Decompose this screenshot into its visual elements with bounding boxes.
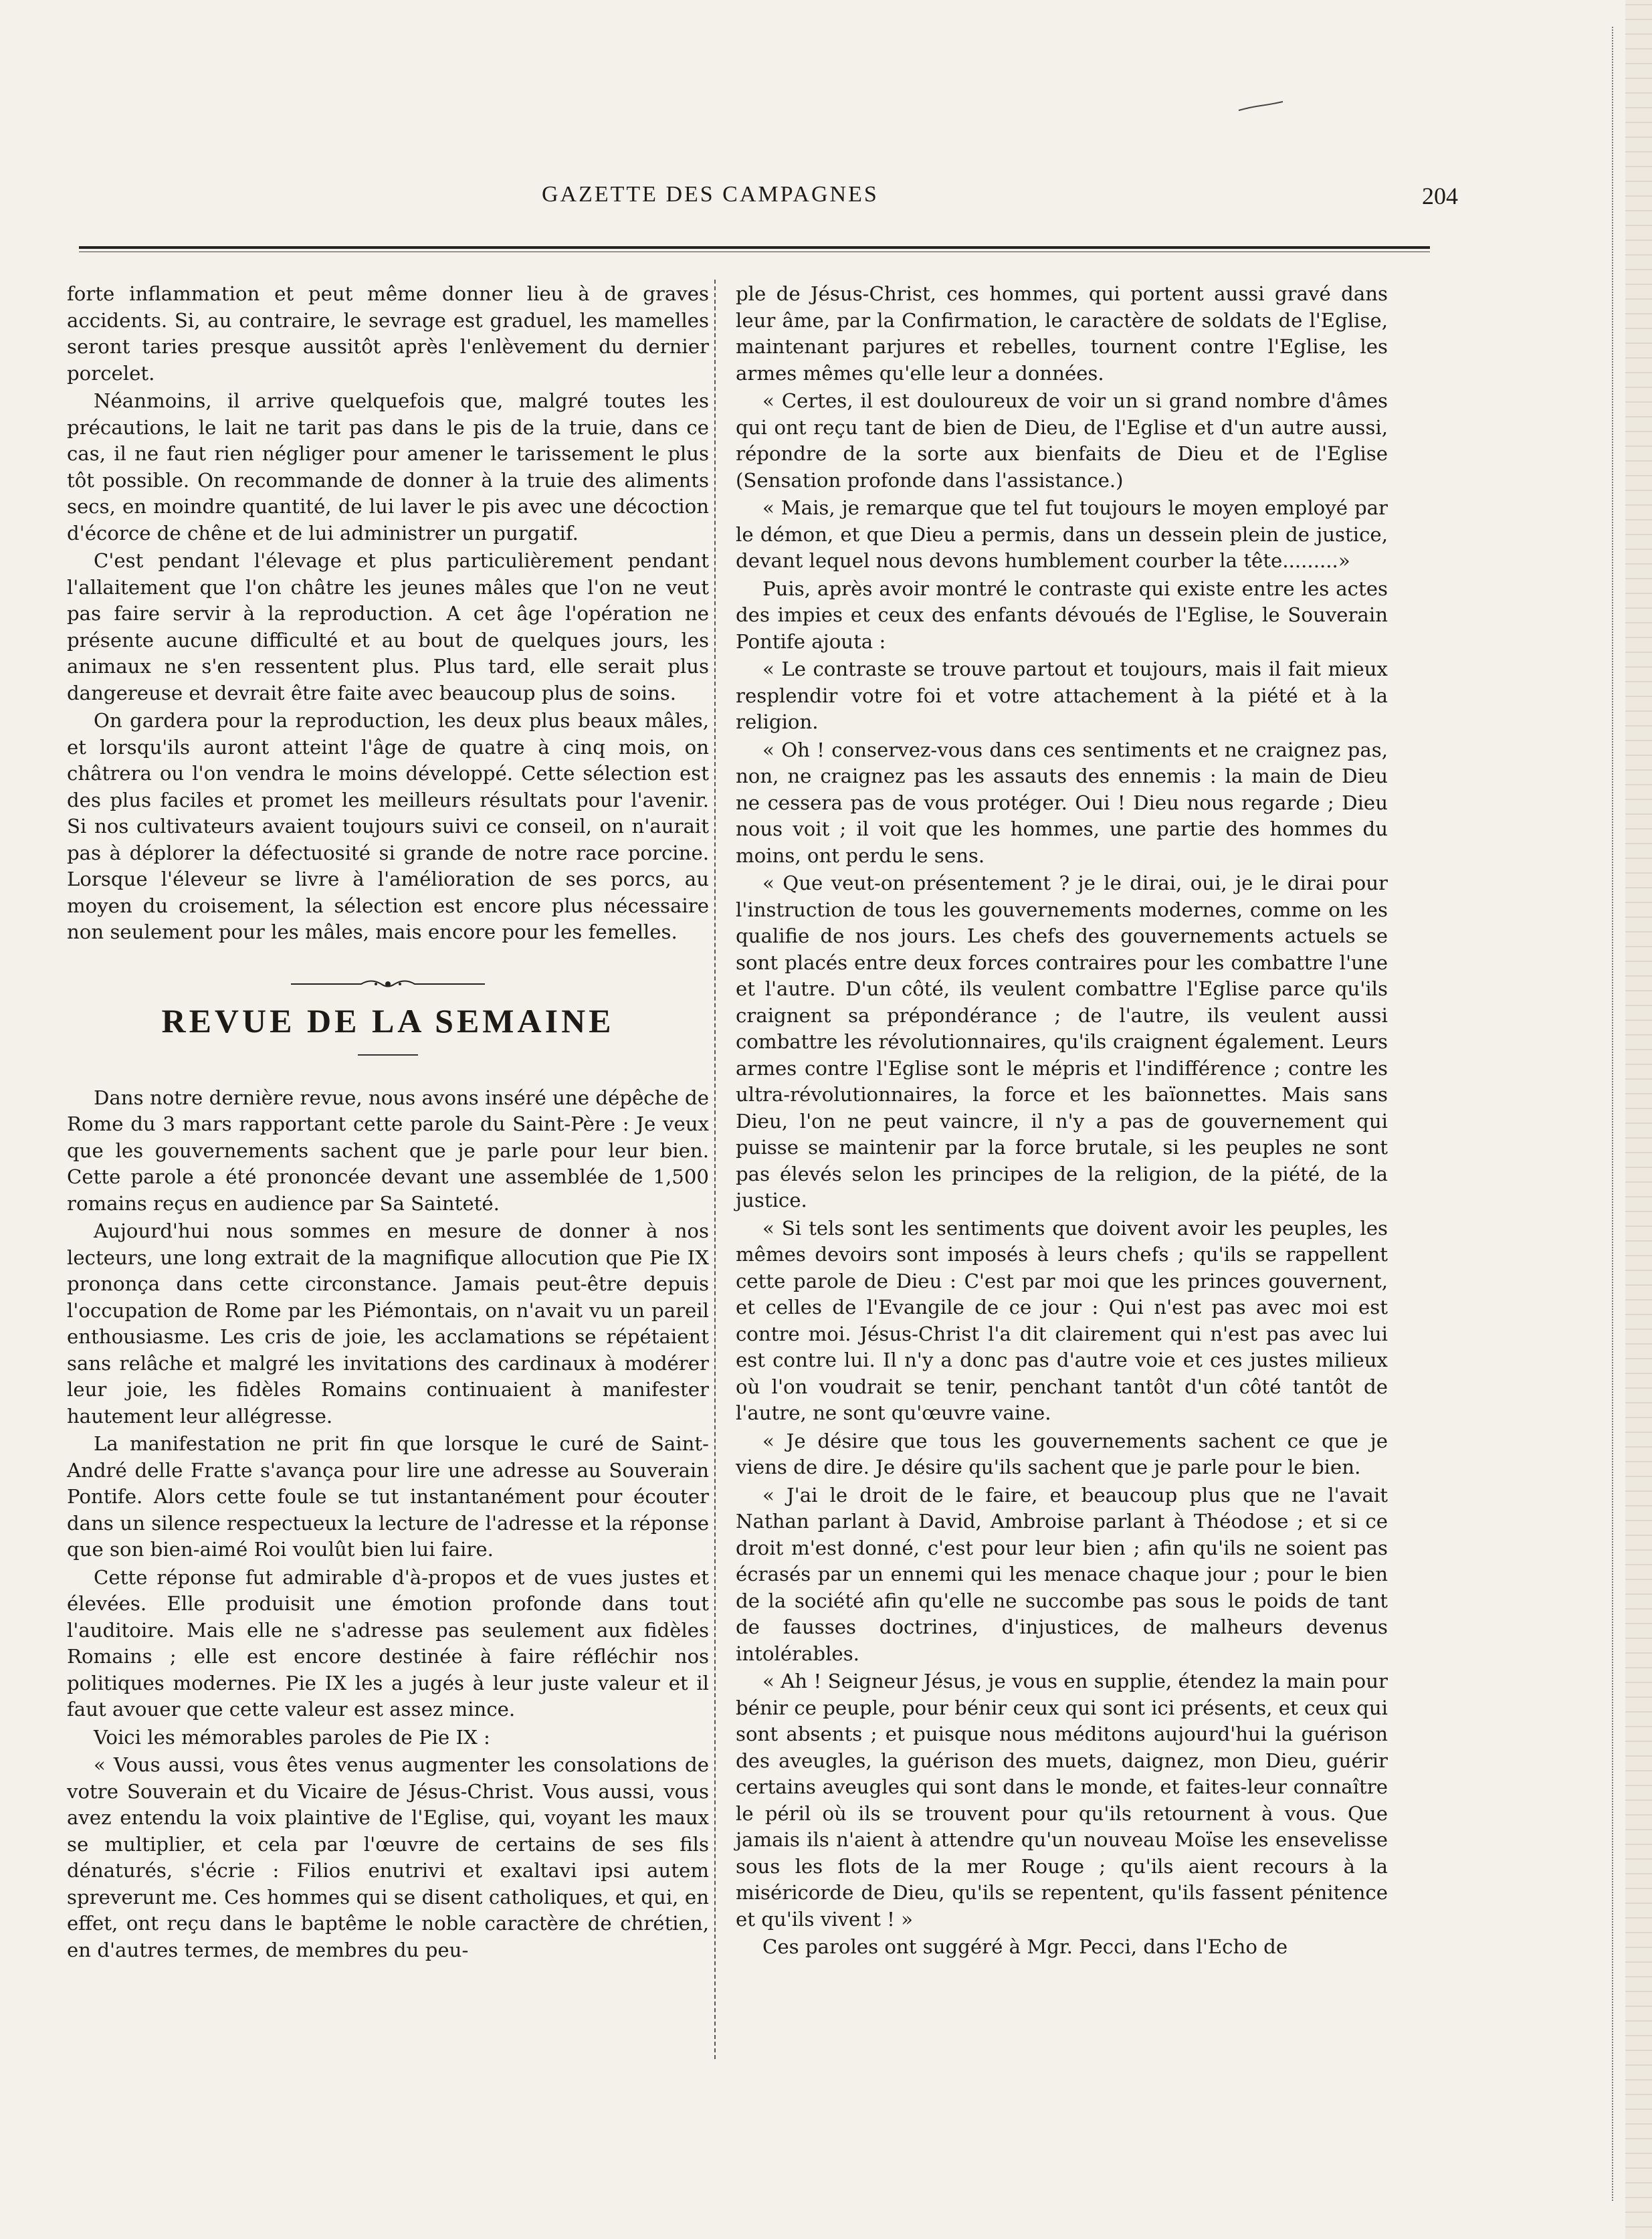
paragraph: « Si tels sont les sentiments que doivent avoir les peuples, les mêmes devoirs sont imposés à leurs chefs ; qu'ils se rappellent cette parole de Dieu : C'est par moi que les princes gouvernent, et celles de l'Evangile de ce jour : Qui n'est pas avec moi est contre moi. Jésus-Christ l'a dit clairement qui n'est pas avec lui est contre lui. Il n'y a donc pas d'autre voie et ces justes milieux où l'on voudrait se tenir, penchant tantôt d'un côté tantôt de l'autre, ne sont qu'œuvre vaine. <box>736 1216 1388 1424</box>
running-title: GAZETTE DES CAMPAGNES <box>542 182 879 207</box>
paragraph: « Le contraste se trouve partout et toujours, mais il fait mieux resplendir votre foi et votre attachement à la piété et à la religion. <box>736 658 1388 733</box>
paragraph: Cette réponse fut admirable d'à-propos et de vues justes et élevées. Elle produisit une émotion profonde dans tout l'auditoire. Mais elle ne s'adresse pas seulement aux fidèles Romains ; elle est encore destinée à faire réfléchir nos politiques modernes. Pie IX les a jugés à leur juste valeur et il faut avouer que cette valeur est assez mince. <box>67 1565 709 1721</box>
paragraph: « Vous aussi, vous êtes venus augmenter les consolations de votre Souverain et du Vicaire de Jésus-Christ. Vous aussi, vous avez entendu la voix plaintive de l'Eglise, qui, voyant les maux se multiplier, et cela par l'œuvre de certains de ses fils dénaturés, s'écrie : Filios enutrivi et exaltavi ipsi autem spreverunt me. Ces hommes qui se disent catholiques, et qui, en effet, ont reçu dans le baptême le noble caractère de chrétien, en d'autres termes, de membres du peu- <box>67 1753 709 1961</box>
paragraph: Néanmoins, il arrive quelquefois que, malgré toutes les précautions, le lait ne tarit pas dans le pis de la truie, dans ce cas, il ne faut rien négliger pour amener le tarissement le plus tôt possible. On recommande de donner à la truie des aliments secs, en moindre quantité, de lui laver le pis avec une décoction d'écorce de chêne et de lui administrer un purgatif. <box>67 389 709 545</box>
ornament-divider <box>288 977 488 991</box>
section-title: REVUE DE LA SEMAINE <box>161 1001 615 1040</box>
section-rule <box>358 1054 418 1056</box>
binding-edge <box>1625 0 1652 2239</box>
binding-edge-line <box>1612 27 1613 2201</box>
paragraph: Ces paroles ont suggéré à Mgr. Pecci, dans l'Echo de <box>762 1935 1288 1958</box>
paragraph: Aujourd'hui nous sommes en mesure de donner à nos lecteurs, une long extrait de la magnifique allocution que Pie IX prononça dans cette circonstance. Jamais peut-être depuis l'occupation de Rome par les Piémontais, on n'avait vu un pareil enthousiasme. Les cris de joie, les acclamations se répétaient sans relâche et malgré les invitations des cardinaux à modérer leur joie, les fidèles Romains continuaient à manifester hautement leur allégresse. <box>67 1220 709 1428</box>
paragraph: forte inflammation et peut même donner lieu à de graves accidents. Si, au contraire, le sevrage est graduel, les mamelles seront taries presque aussitôt après l'enlèvement du dernier porcelet. <box>67 282 709 385</box>
right-column <box>736 281 1388 1961</box>
paragraph: La manifestation ne prit fin que lorsque le curé de Saint-André delle Fratte s'avança pour lire une adresse au Souverain Pontife. Alors cette foule se tut instantanément pour écouter dans un silence respectueux la lecture de l'adresse et la réponse que son bien-aimé Roi voulût bien lui faire. <box>67 1432 709 1561</box>
page-number: 204 <box>1422 183 1458 209</box>
paragraph: « Certes, il est douloureux de voir un si grand nombre d'âmes qui ont reçu tant de bien de Dieu, de l'Eglise et d'un autre aussi, répondre de la sorte aux bienfaits de Dieu et de l'Eglise (Sensation profonde dans l'assistance.) <box>736 389 1388 492</box>
paragraph: Voici les mémorables paroles de Pie IX : <box>94 1725 490 1749</box>
pencil-mark <box>1237 100 1284 114</box>
header-rule <box>79 246 1430 252</box>
paragraph: ple de Jésus-Christ, ces hommes, qui portent aussi gravé dans leur âme, par la Confirmation, le caractère de soldats de l'Eglise, maintenant parjures et rebelles, tournent contre l'Eglise, les armes mêmes qu'elle leur a données. <box>736 282 1388 385</box>
paragraph: On gardera pour la reproduction, les deux plus beaux mâles, et lorsqu'ils auront atteint l'âge de quatre à cinq mois, on châtrera ou l'on vendra le moins développé. Cette sélection est des plus faciles et promet les meilleurs résultats pour l'avenir. Si nos cultivateurs avaient toujours suivi ce conseil, on n'aurait pas à déplorer la défectuosité si grande de notre race porcine. Lorsque l'éleveur se livre à l'amélioration de ses porcs, au moyen du croisement, la sélection est encore plus nécessaire non seulement pour les mâles, mais encore pour les femelles. <box>67 709 709 943</box>
page-header <box>80 182 1458 222</box>
paragraph: C'est pendant l'élevage et plus particulièrement pendant l'allaitement que l'on châtre les jeunes mâles que l'on ne veut pas faire servir à la reproduction. A cet âge l'opération ne présente aucune difficulté et au bout de quelques jours, les animaux ne s'en ressentent plus. Plus tard, elle serait plus dangereuse et devrait être faite avec beaucoup plus de soins. <box>67 549 709 704</box>
paragraph: « J'ai le droit de le faire, et beaucoup plus que ne l'avait Nathan parlant à David, Ambroise parlant à Théodose ; et si ce droit m'est donné, c'est pour leur bien ; afin qu'ils ne soient pas écrasés par un ennemi qui les menace chaque jour ; pour le bien de la société afin qu'elle ne succombe pas sous le poids de tant de fausses doctrines, d'injustices, de malheurs devenus intolérables. <box>736 1483 1388 1665</box>
left-column <box>67 281 709 1963</box>
paragraph: Puis, après avoir montré le contraste qui existe entre les actes des impies et ceux des enfants dévoués de l'Eglise, le Souverain Pontife ajouta : <box>736 577 1388 653</box>
paragraph: Dans notre dernière revue, nous avons inséré une dépêche de Rome du 3 mars rapportant cette parole du Saint-Père : Je veux que les gouvernements sachent que je parle pour leur bien. Cette parole a été prononcée devant une assemblée de 1,500 romains reçus en audience par Sa Sainteté. <box>67 1086 709 1215</box>
paragraph: « Ah ! Seigneur Jésus, je vous en supplie, étendez la main pour bénir ce peuple, pour bénir ceux qui sont ici présents, et ceux qui sont absents ; et puisque nous méditons aujourd'hui la guérison des aveugles, la guérison des muets, daignez, mon Dieu, guérir certains aveugles qui sont dans le monde, et faites-leur connaître le péril où ils se trouvent pour qu'ils retournent à vous. Que jamais ils n'aient à attendre qu'un nouveau Moïse les ensevelisse sous les flots de la mer Rouge ; qu'ils aient recours à la miséricorde de Dieu, qu'ils se repentent, qu'ils fassent pénitence et qu'ils vivent ! » <box>736 1670 1388 1931</box>
paragraph: « Mais, je remarque que tel fut toujours le moyen employé par le démon, et que Dieu a permis, dans un dessein plein de justice, devant lequel nous devons humblement courber la tête.........» <box>736 496 1388 572</box>
paragraph: « Que veut-on présentement ? je le dirai, oui, je le dirai pour l'instruction de tous les gouvernements modernes, comme on les qualifie de nos jours. Les chefs des gouvernements actuels se sont placés entre deux forces contraires pour les combattre l'une et l'autre. D'un côté, ils veulent combattre l'Eglise parce qu'ils craignent sa prépondérance ; de l'autre, ils veulent aussi combattre les révolutionnaires, qu'ils craignent également. Leurs armes contre l'Eglise sont le mépris et l'indifférence ; contre les ultra-révolutionnaires, la force et les baïonnettes. Mais sans Dieu, l'on ne peut vaincre, il n'y a pas de gouvernement qui puisse se maintenir par la force brutale, si les peuples ne sont pas élevés selon les principes de la religion, de la piété, de la justice. <box>736 872 1388 1211</box>
paragraph: « Oh ! conservez-vous dans ces sentiments et ne craignez pas, non, ne craignez pas les assauts des ennemis : la main de Dieu ne cessera pas de vous protéger. Oui ! Dieu nous regarde ; Dieu nous voit ; il voit que les hommes, une partie des hommes du moins, ont perdu le sens. <box>736 738 1388 867</box>
column-separator <box>714 280 716 2059</box>
paragraph: « Je désire que tous les gouvernements sachent ce que je viens de dire. Je désire qu'ils sachent que je parle pour le bien. <box>736 1429 1388 1478</box>
